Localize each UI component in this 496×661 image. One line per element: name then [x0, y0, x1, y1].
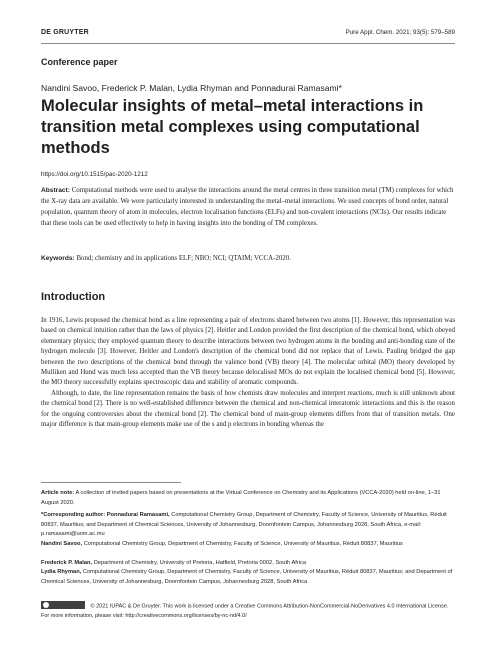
author-affiliation-text: Department of Chemistry, University of Pretoria, Hatfield, Pretoria 0002, South Africa [93, 560, 307, 566]
corresponding-author-text: Computational Chemistry Group, Department of Chemistry, Faculty of Science, University of Mauritius, Réduit 80837, Mauritius; and Department of Chemical Sciences, University of Johannesburg, Doornfontein Campus, Johannesburg 2028, South Africa, e-mail: p.ramasami@uom.ac.mu [41, 512, 447, 538]
body-paragraph: Although, to date, the line representation remains the basis of how chemists draw molecules and interpret reactions, much is still unknown about the chemical bond [2]. There is no well-established difference between the chemical and non-chemical interatomic interactions and this is the reason for the ongoing controversies about the chemical bond [2]. The chemical bond of main-group elements differs from that of transition metals. One major difference is that main-group elements make use of the s and p electrons in bonding whereas the [41, 389, 455, 429]
license-notice [41, 602, 455, 621]
header-rule [41, 43, 455, 44]
footnote-rule [41, 482, 181, 483]
abstract [41, 185, 455, 229]
corresponding-author-label: *Corresponding author: Ponnadurai Ramasami, [41, 512, 170, 518]
abstract-text: Computational methods were used to analyse the interactions around the metal centres in three transition metal (TM) complexes for which the X-ray data are available. We were particularly interested in understanding the metal–metal interactions. We used concepts of bond order, natural population, quantum theory of atom in molecules, electron localisation functions (ELFs) and non-covalent interactions (NCIs). Our results indicate that these tools can be used effectively to help in having insights into the bonding of TM complexes. [41, 187, 454, 228]
section-heading: Introduction [41, 291, 106, 303]
author-affiliation [41, 568, 455, 587]
author-affiliation-label: Frederick P. Malan, [41, 560, 93, 566]
doi-link[interactable]: https://doi.org/10.1515/pac-2020-1212 [41, 171, 148, 178]
abstract-label: Abstract: [41, 187, 70, 194]
author-affiliation-text: Computational Chemistry Group, Department of Chemistry, Faculty of Science, University of Mauritius, Réduit 80837, Mauritius [83, 541, 403, 547]
corresponding-author [41, 511, 455, 540]
article-note [41, 489, 455, 508]
body-text [41, 316, 455, 430]
paper-type: Conference paper [41, 57, 118, 67]
author-affiliation-label: Nandini Savoo, [41, 541, 83, 547]
article-note-label: Article note: [41, 490, 75, 496]
body-paragraph: In 1916, Lewis proposed the chemical bond as a line representing a pair of electrons shared between two atoms [1]. However, this representation was based on chemical intuition rather than the laws of physics [2]. Heitler and London provided the first description of the chemical bond, which obeyed elementary physics; they employed quantum theory to describe interactions between two hydrogen atoms in the bonding and anti-bonding state of the hydrogen molecule [3]. However, Heitler and London's description of the chemical bond did not replace that of Lewis. Pauling bridged the gap between the two descriptions of the chemical bond through the valence bond (VB) theory [4]. The molecular orbital (MO) theory developed by Mulliken and Hund was much less accepted than the VB theory because delocalised MOs do not explain the localised chemical bond [5]. However, the MO theory successfully explains spectroscopic data and stability of aromatic compounds. [41, 317, 455, 387]
author-affiliation-label: Lydia Rhyman, [41, 569, 82, 575]
publisher-name: DE GRUYTER [41, 29, 89, 36]
cc-license-icon [41, 601, 85, 609]
article-note-text: A collection of invited papers based on presentations at the Virtual Conference on Chemistry and its Applications (VCCA-2020) held on-line, 1–31 August 2020. [41, 490, 441, 506]
running-header [41, 29, 455, 41]
license-text: © 2021 IUPAC & De Gruyter. This work is licensed under a Creative Commons Attribution-NonCommercial-NoDerivatives 4.0 International License. For more information, please visit: http://creativecommons.org/licenses/by-nc-nd/4.0/ [41, 603, 449, 619]
keywords [41, 253, 455, 264]
author-affiliation [41, 540, 455, 550]
journal-citation: Pure Appl. Chem. 2021; 93(5): 579–589 [345, 29, 455, 36]
author-list: Nandini Savoo, Frederick P. Malan, Lydia Rhyman and Ponnadurai Ramasami* [41, 83, 342, 93]
keywords-text: Bond; chemistry and its applications ELF; NBO; NCI; QTAIM; VCCA-2020. [76, 255, 291, 262]
paper-title: Molecular insights of metal–metal interactions in transition metal complexes using computational methods [41, 97, 424, 157]
keywords-label: Keywords: [41, 255, 75, 262]
author-affiliation-text: Computational Chemistry Group, Department of Chemistry, Faculty of Science, University of Mauritius, Réduit 80837, Mauritius; and Department of Chemical Sciences, University of Johannesburg, Doornfontein Campus, Johannesburg 2028, South Africa [41, 569, 453, 585]
